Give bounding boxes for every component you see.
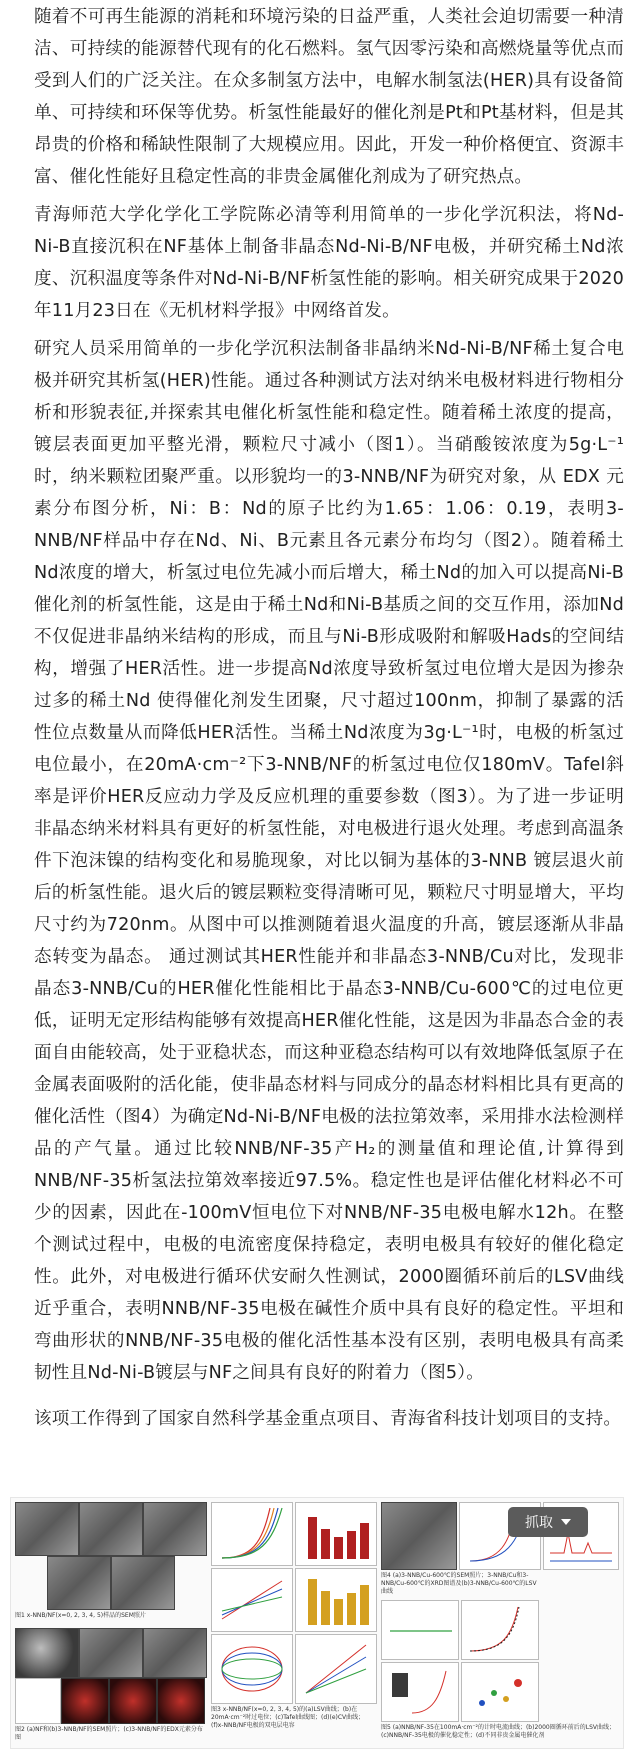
edx-spectrum [15,1678,61,1724]
grab-button-label: 抓取 [525,1515,553,1531]
figure-3-caption: 图3 x-NNB/NF(x=0, 2, 3, 4, 5)的(a)LSV曲线；(b)在20mA·cm⁻²时过电位；(c)Tafel曲线图；(d)(e)CV曲线；(f)x-NNB/NF电极的双电层电容 [211,1706,365,1729]
tafel-bars [296,1569,376,1631]
lsv-cycling-plot [461,1600,539,1660]
comparison-scatter [462,1663,538,1721]
sem-image-1a [15,1502,79,1556]
figure-2-caption: 图2 (a)NF和(b)3-NNB/NF的SEM照片；(c)3-NNB/NF的EDX元素分布图 [15,1726,203,1741]
lsv-plot [211,1502,293,1566]
grab-button[interactable] [508,1507,588,1537]
sem-image-2b [79,1628,143,1678]
lsv-curves [212,1503,292,1565]
flexibility-plot [381,1662,459,1722]
sem-image-1b [79,1502,143,1556]
edx-map-1 [61,1678,109,1724]
chevron-down-icon [561,1519,571,1525]
sem-image-1c [143,1502,207,1556]
sem-image-2c [143,1628,207,1678]
sem-image-2a [15,1628,79,1678]
overpotential-bar-plot [295,1502,377,1566]
tafel-bar-plot [295,1568,377,1632]
figure-1-caption: 图1 x-NNB/NF(x=0, 2, 3, 4, 5)样品的SEM照片 [15,1612,146,1619]
capacitance-lines [296,1635,376,1703]
sem-image-4a [381,1502,457,1570]
paragraph-funding: 该项工作得到了国家自然科学基金重点项目、青海省科技计划项目的支持。 [34,1409,622,1429]
sem-image-1e [111,1556,175,1610]
sem-image-1d [47,1556,111,1610]
flexibility-curves [382,1663,458,1721]
cv-plot [211,1634,293,1704]
edx-map-3 [157,1678,205,1724]
paragraph-research-details: 研究人员采用简单的一步化学沉积法制备非晶纳米Nd-Ni-B/NF稀土复合电极并研究其析氢(HER)性能。通过各种测试方法对纳米电极材料进行物相分析和形貌表征,并探索其电催化析氢性能和稳定性。随着稀土浓度的提高，镀层表面更加平整光滑，颗粒尺寸减小（图1）。当硝酸铵浓度为5g·L⁻¹时，纳米颗粒团聚严重。以形貌均一的3-NNB/NF为研究对象，从 EDX 元素分布图分析，Ni：B：Nd的原子比约为1.65：1.06：0.19，表明3-NNB/NF样品中存在Nd、Ni、B元素且各元素分布均匀（图2）。随着稀土Nd浓度的增大，析氢过电位先减小而后增大，稀土Nd的加入可以提高Ni-B催化剂的析氢性能，这是由于稀土Nd和Ni-B基质之间的交互作用，添加Nd不仅促进非晶纳米结构的形成，而且与Ni-B形成吸附和解吸Hads的空间结构，增强了HER活性。进一步提高Nd浓度导致析氢过电位增大是因为掺杂过多的稀土Nd 使得催化剂发生团聚，尺寸超过100nm，抑制了暴露的活性位点数量从而降低HER活性。当稀土Nd浓度为3g·L⁻¹时，电极的析氢过电位最小，在20mA·cm⁻²下3-NNB/NF的析氢过电位仅180mV。Tafel斜率是评价HER反应动力学及反应机理的重要参数（图3）。为了进一步证明非晶态纳米材料具有更好的析氢性能，对电极进行退火处理。考虑到高温条件下泡沫镍的结构变化和易脆现象，对比以铜为基体的3-NNB 镀层退火前后的析氢性能。退火后的镀层颗粒变得清晰可见，颗粒尺寸明显增大，平均尺寸约为720nm。从图中可以推测随着退火温度的升高，镀层逐渐从非晶态转变为晶态。 通过测试其HER性能并和非晶态3-NNB/Cu对比，发现非晶态3-NNB/Cu的HER催化性能相比于晶态3-NNB/Cu-600℃的过电位更低，证明无定形结构能够有效提高HER催化性能，这是因为非晶态合金的表面自由能较高，处于亚稳状态，而这种亚稳态结构可以有效地降低氢原子在金属表面吸附的活化能，使非晶态材料与同成分的晶态材料相比具有更高的催化活性（图4）为确定Nd-Ni-B/NF电极的法拉第效率，采用排水法检测样品的产气量。通过比较NNB/NF-35产H₂的测量值和理论值,计算得到NNB/NF-35析氢法拉第效率接近97.5%。稳定性也是评估催化材料必不可少的因素，因此在-100mV恒电位下对NNB/NF-35电极电解水12h。在整个测试过程中，电极的电流密度保持稳定，表明电极具有较好的催化稳定性。此外，对电极进行循环伏安耐久性测试，2000圈循环前后的LSV曲线近乎重合，表明NNB/NF-35电极在碱性介质中具有良好的稳定性。平坦和弯曲形状的NNB/NF-35电极的催化活性基本没有区别，表明电极具有高柔韧性且Nd-Ni-B镀层与NF之间具有良好的附着力（图5）。 [34,339,624,1383]
cv-loops [212,1635,292,1703]
paragraph-research-team: 青海师范大学化学化工学院陈必清等利用简单的一步化学沉积法，将Nd-Ni-B直接沉积在NF基体上制备非晶态Nd-Ni-B/NF电极，并研究稀土Nd浓度、沉积温度等条件对Nd-Ni-B/NF析氢性能的影响。相关研究成果于2020年11月23日在《无机材料学报》中网络首发。 [34,205,624,321]
chronoamperometry-line [382,1601,458,1659]
figure-5-caption: 图5 (a)NNB/NF-35在100mA·cm⁻²的计时电流曲线；(b)2000圈循环前后的LSV曲线；(c)NNB/NF-35电极的催化稳定性；(d)不同非贵金属电催化剂 [381,1724,615,1739]
tafel-lines [212,1569,292,1631]
lsv-cycling-curves [462,1601,538,1659]
comparison-scatter-plot [461,1662,539,1722]
capacitance-plot [295,1634,377,1704]
tafel-plot [211,1568,293,1632]
figure-4-caption: 图4 (a)3-NNB/Cu-600℃的SEM照片；3-NNB/Cu和3-NNB/Cu-600℃的XRD图谱及(b)3-NNB/Cu-600℃的LSV曲线 [381,1572,537,1595]
chronoamperometry-plot [381,1600,459,1660]
paragraph-intro: 随着不可再生能源的消耗和环境污染的日益严重，人类社会迫切需要一种清洁、可持续的能源替代现有的化石燃料。氢气因零污染和高燃烧量等优点而受到人们的广泛关注。在众多制氢方法中，电解水制氢法(HER)具有设备简单、可持续和环保等优势。析氢性能最好的催化剂是Pt和Pt基材料，但是其昂贵的价格和稀缺性限制了大规模应用。因此，开发一种价格便宜、资源丰富、催化性能好且稳定性高的非贵金属催化剂成为了研究热点。 [34,7,624,187]
edx-map-2 [109,1678,157,1724]
overpotential-bars [296,1503,376,1565]
